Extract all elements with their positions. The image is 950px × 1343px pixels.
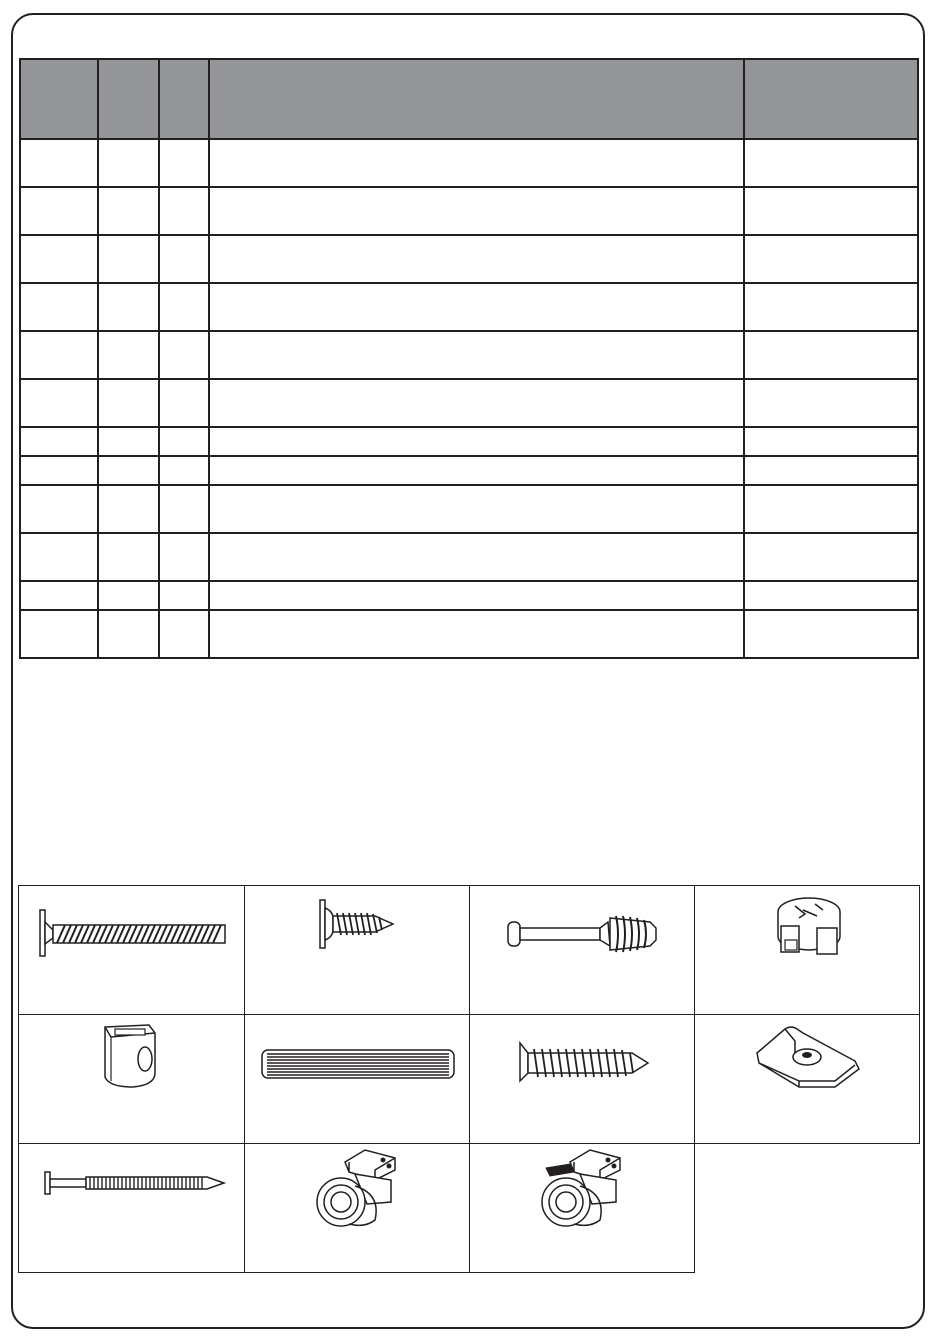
- table-cell: [98, 485, 158, 533]
- table-cell: [20, 485, 98, 533]
- hardware-cell: [244, 885, 470, 1015]
- table-cell: [20, 283, 98, 331]
- table-row: [20, 283, 918, 331]
- table-cell: [20, 379, 98, 427]
- table-cell: [744, 456, 918, 485]
- table-cell: [98, 610, 158, 658]
- table-cell: [744, 610, 918, 658]
- hardware-cell: [18, 1143, 245, 1273]
- table-cell: [159, 187, 209, 235]
- hardware-cell: [694, 885, 920, 1015]
- table-row: [20, 235, 918, 283]
- hardware-cell: [18, 1014, 245, 1144]
- table-cell: [744, 533, 918, 581]
- table-cell: [159, 533, 209, 581]
- table-cell: [209, 533, 744, 581]
- table-cell: [98, 331, 158, 379]
- table-cell: [20, 456, 98, 485]
- hardware-cell: [469, 1014, 695, 1144]
- table-cell: [20, 331, 98, 379]
- table-cell: [744, 235, 918, 283]
- table-cell: [159, 235, 209, 283]
- table-cell: [159, 427, 209, 456]
- header-cell: [209, 59, 744, 139]
- table-cell: [744, 581, 918, 610]
- table-row: [20, 456, 918, 485]
- table-cell: [20, 427, 98, 456]
- table-cell: [159, 283, 209, 331]
- table-cell: [98, 187, 158, 235]
- hardware-cell: [244, 1014, 470, 1144]
- table-cell: [209, 581, 744, 610]
- table-cell: [159, 139, 209, 187]
- header-cell: [159, 59, 209, 139]
- header-cell: [98, 59, 158, 139]
- nail-icon: [19, 1144, 246, 1274]
- table-header-row: [20, 59, 918, 139]
- table-cell: [159, 456, 209, 485]
- parts-table: [19, 58, 919, 659]
- table-row: [20, 187, 918, 235]
- table-row: [20, 610, 918, 658]
- table-cell: [20, 581, 98, 610]
- table-cell: [20, 139, 98, 187]
- connector-bolt-icon: [19, 886, 246, 1016]
- hardware-cell: [18, 885, 245, 1015]
- table-cell: [209, 456, 744, 485]
- table-cell: [20, 235, 98, 283]
- header-cell: [20, 59, 98, 139]
- table-cell: [209, 187, 744, 235]
- table-cell: [98, 456, 158, 485]
- table-cell: [159, 610, 209, 658]
- table-cell: [209, 283, 744, 331]
- hardware-cell: [469, 1143, 695, 1273]
- hardware-cell: [694, 1014, 920, 1144]
- table-cell: [744, 485, 918, 533]
- table-cell: [159, 379, 209, 427]
- table-row: [20, 427, 918, 456]
- table-cell: [159, 331, 209, 379]
- locking-caster-wheel-icon: [470, 1144, 696, 1274]
- table-cell: [744, 187, 918, 235]
- wood-dowel-icon: [245, 1015, 471, 1145]
- table-cell: [20, 610, 98, 658]
- table-cell: [98, 139, 158, 187]
- table-cell: [209, 427, 744, 456]
- hardware-cell: [469, 885, 695, 1015]
- table-cell: [98, 235, 158, 283]
- wood-screw-icon: [470, 1015, 696, 1145]
- header-cell: [744, 59, 918, 139]
- table-row: [20, 485, 918, 533]
- table-cell: [209, 235, 744, 283]
- table-cell: [744, 331, 918, 379]
- cam-lock-icon: [695, 886, 921, 1016]
- caster-wheel-icon: [245, 1144, 471, 1274]
- table-cell: [20, 533, 98, 581]
- table-cell: [744, 283, 918, 331]
- table-cell: [98, 533, 158, 581]
- table-row: [20, 581, 918, 610]
- barrel-nut-icon: [19, 1015, 246, 1145]
- table-row: [20, 379, 918, 427]
- table-row: [20, 533, 918, 581]
- table-cell: [209, 485, 744, 533]
- table-cell: [98, 427, 158, 456]
- table-row: [20, 331, 918, 379]
- table-cell: [209, 610, 744, 658]
- table-cell: [20, 187, 98, 235]
- table-cell: [159, 581, 209, 610]
- table-cell: [98, 379, 158, 427]
- table-cell: [744, 139, 918, 187]
- table-cell: [209, 379, 744, 427]
- table-cell: [98, 581, 158, 610]
- flange-screw-icon: [245, 886, 471, 1016]
- table-cell: [98, 283, 158, 331]
- table-cell: [744, 379, 918, 427]
- cam-dowel-icon: [470, 886, 696, 1016]
- table-cell: [744, 427, 918, 456]
- table-row: [20, 139, 918, 187]
- hardware-cell: [244, 1143, 470, 1273]
- table-cell: [209, 139, 744, 187]
- table-cell: [159, 485, 209, 533]
- shelf-support-icon: [695, 1015, 921, 1145]
- table-cell: [209, 331, 744, 379]
